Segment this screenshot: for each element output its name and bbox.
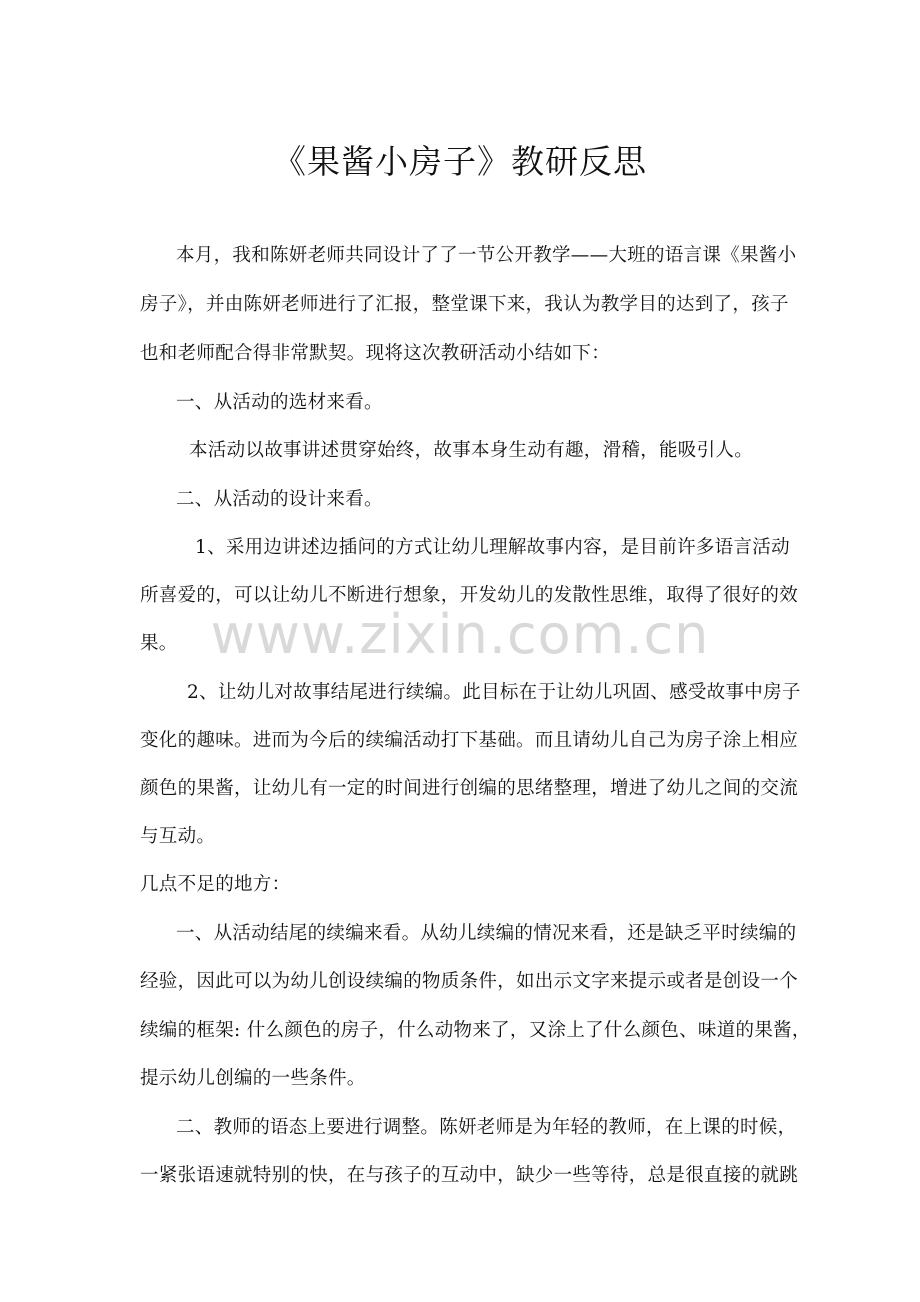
- watermark: www.zixin.com.cn: [210, 603, 710, 666]
- paragraph-line: 一、从活动结尾的续编来看。从幼儿续编的情况来看，还是缺乏平时续编的: [176, 923, 797, 944]
- paragraph-line: 一紧张语速就特别的快，在与孩子的互动中，缺少一些等待，总是很直接的就跳: [140, 1165, 799, 1186]
- section-heading: 二、从活动的设计来看。: [176, 489, 383, 510]
- paragraph-line: 所喜爱的，可以让幼儿不断进行想象，开发幼儿的发散性思维，取得了很好的效: [140, 585, 799, 606]
- paragraph-line: 果。: [140, 633, 178, 654]
- paragraph-line: 变化的趣味。进而为今后的续编活动打下基础。而且请幼儿自己为房子涂上相应: [140, 730, 799, 751]
- paragraph-line: 房子》，并由陈妍老师进行了汇报，整堂课下来，我认为教学目的达到了，孩子: [140, 294, 789, 315]
- paragraph-line: 与互动。: [140, 826, 216, 847]
- paragraph-line: 本活动以故事讲述贯穿始终，故事本身生动有趣，滑稽，能吸引人。: [189, 440, 754, 461]
- section-heading: 一、从活动的选材来看。: [176, 392, 383, 413]
- paragraph-line: 2、让幼儿对故事结尾进行续编。此目标在于让幼儿巩固、感受故事中房子: [187, 682, 801, 703]
- section-heading: 几点不足的地方：: [140, 874, 291, 895]
- paragraph-line: 二、教师的语态上要进行调整。陈妍老师是为年轻的教师，在上课的时候，: [176, 1117, 797, 1138]
- paragraph-line: 1、采用边讲述边插问的方式让幼儿理解故事内容，是目前许多语言活动: [195, 537, 790, 558]
- paragraph-line: 续编的框架: 什么颜色的房子，什么动物来了，又涂上了什么颜色、味道的果酱，: [140, 1020, 811, 1041]
- paragraph-line: 颜色的果酱，让幼儿有一定的时间进行创编的思绪整理，增进了幼儿之间的交流: [140, 778, 799, 799]
- paragraph-line: 经验，因此可以为幼儿创设续编的物质条件，如出示文字来提示或者是创设一个: [140, 971, 799, 992]
- paragraph-line: 本月，我和陈妍老师共同设计了了一节公开教学——大班的语言课《果酱小: [176, 245, 797, 266]
- paragraph-line: 提示幼儿创编的一些条件。: [140, 1068, 366, 1089]
- paragraph-line: 也和老师配合得非常默契。现将这次教研活动小结如下：: [140, 343, 611, 364]
- page-title: 《果酱小房子》教研反思: [273, 142, 647, 181]
